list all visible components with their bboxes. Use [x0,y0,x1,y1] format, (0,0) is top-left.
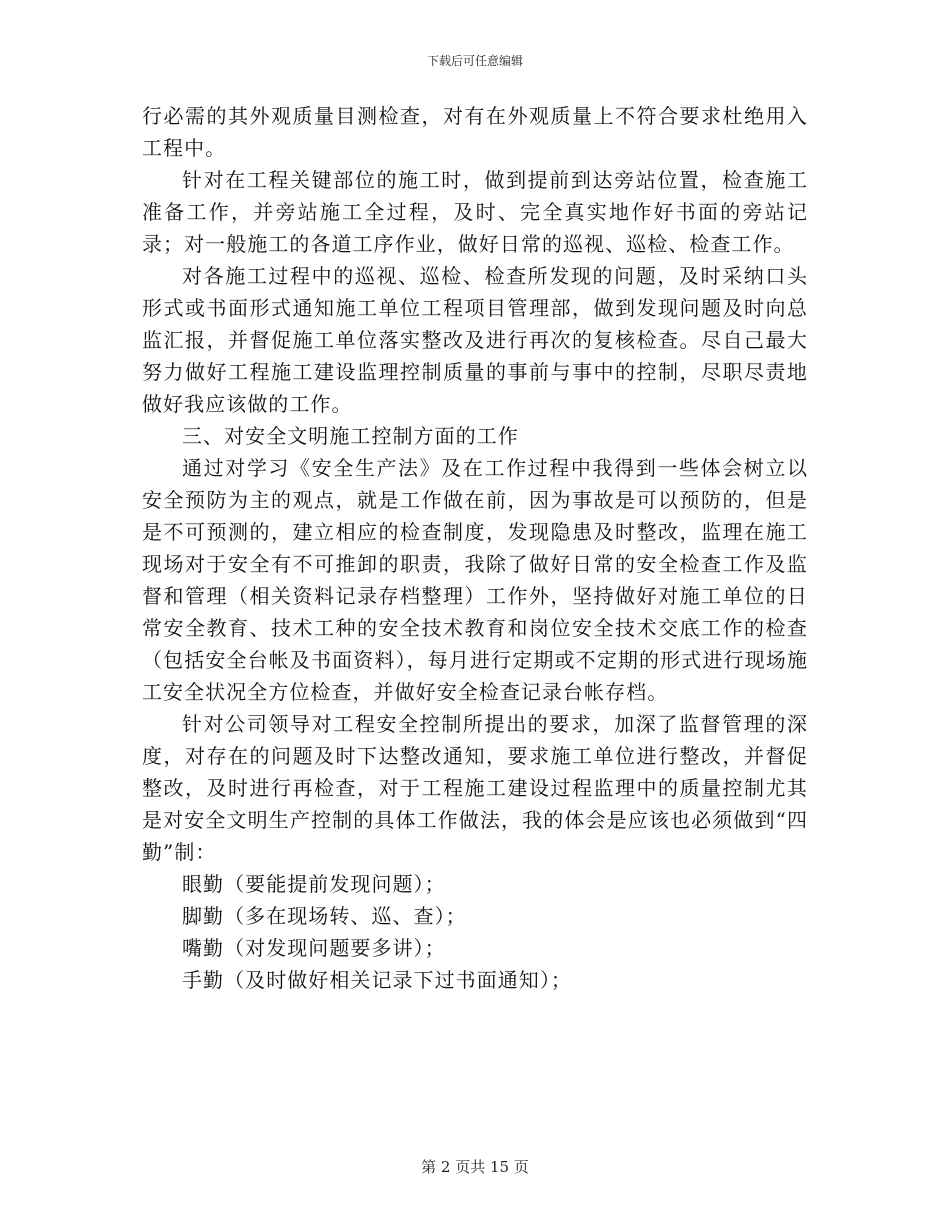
list-item: 手勤（及时做好相关记录下过书面通知）； [182,968,572,992]
section-heading: 三、对安全文明施工控制方面的工作 [182,424,519,448]
page-footer: 第 2 页共 15 页 [421,1158,529,1176]
list-item: 脚勤（多在现场转、巡、查）； [182,904,467,928]
paragraph: 针对公司领导对工程安全控制所提出的要求，加深了监督管理的深度，对存在的问题及时下达整改通知，要求施工单位进行整改，并督促整改，及时进行再检查，对于工程施工建设过程监理中的质量控制尤其是对安全文明生产控制的具体工作做法，我的体会是应该也必须做到“四勤”制： [142,712,808,864]
paragraph: 针对在工程关键部位的施工时，做到提前到达旁站位置，检查施工准备工作，并旁站施工全过程，及时、完全真实地作好书面的旁站记录；对一般施工的各道工序作业，做好日常的巡视、巡检、检查工作。 [142,168,808,256]
page-header: 下载后可任意编辑 [426,54,523,68]
document-body [142,100,808,996]
paragraph: 对各施工过程中的巡视、巡检、检查所发现的问题，及时采纳口头形式或书面形式通知施工单位工程项目管理部，做到发现问题及时向总监汇报，并督促施工单位落实整改及进行再次的复核检查。尽自己最大努力做好工程施工建设监理控制质量的事前与事中的控制，尽职尽责地做好我应该做的工作。 [142,264,808,416]
paragraph: 通过对学习《安全生产法》及在工作过程中我得到一些体会树立以安全预防为主的观点，就是工作做在前，因为事故是可以预防的，但是是不可预测的，建立相应的检查制度，发现隐患及时整改，监理在施工现场对于安全有不可推卸的职责，我除了做好日常的安全检查工作及监督和管理（相关资料记录存档整理）工作外，坚持做好对施工单位的日常安全教育、技术工种的安全技术教育和岗位安全技术交底工作的检查（包括安全台帐及书面资料），每月进行定期或不定期的形式进行现场施工安全状况全方位检查，并做好安全检查记录台帐存档。 [142,456,808,704]
paragraph: 行必需的其外观质量目测检查，对有在外观质量上不符合要求杜绝用入工程中。 [142,104,808,160]
list-item: 眼勤（要能提前发现问题）； [182,872,446,896]
list-item: 嘴勤（对发现问题要多讲）； [182,936,446,960]
